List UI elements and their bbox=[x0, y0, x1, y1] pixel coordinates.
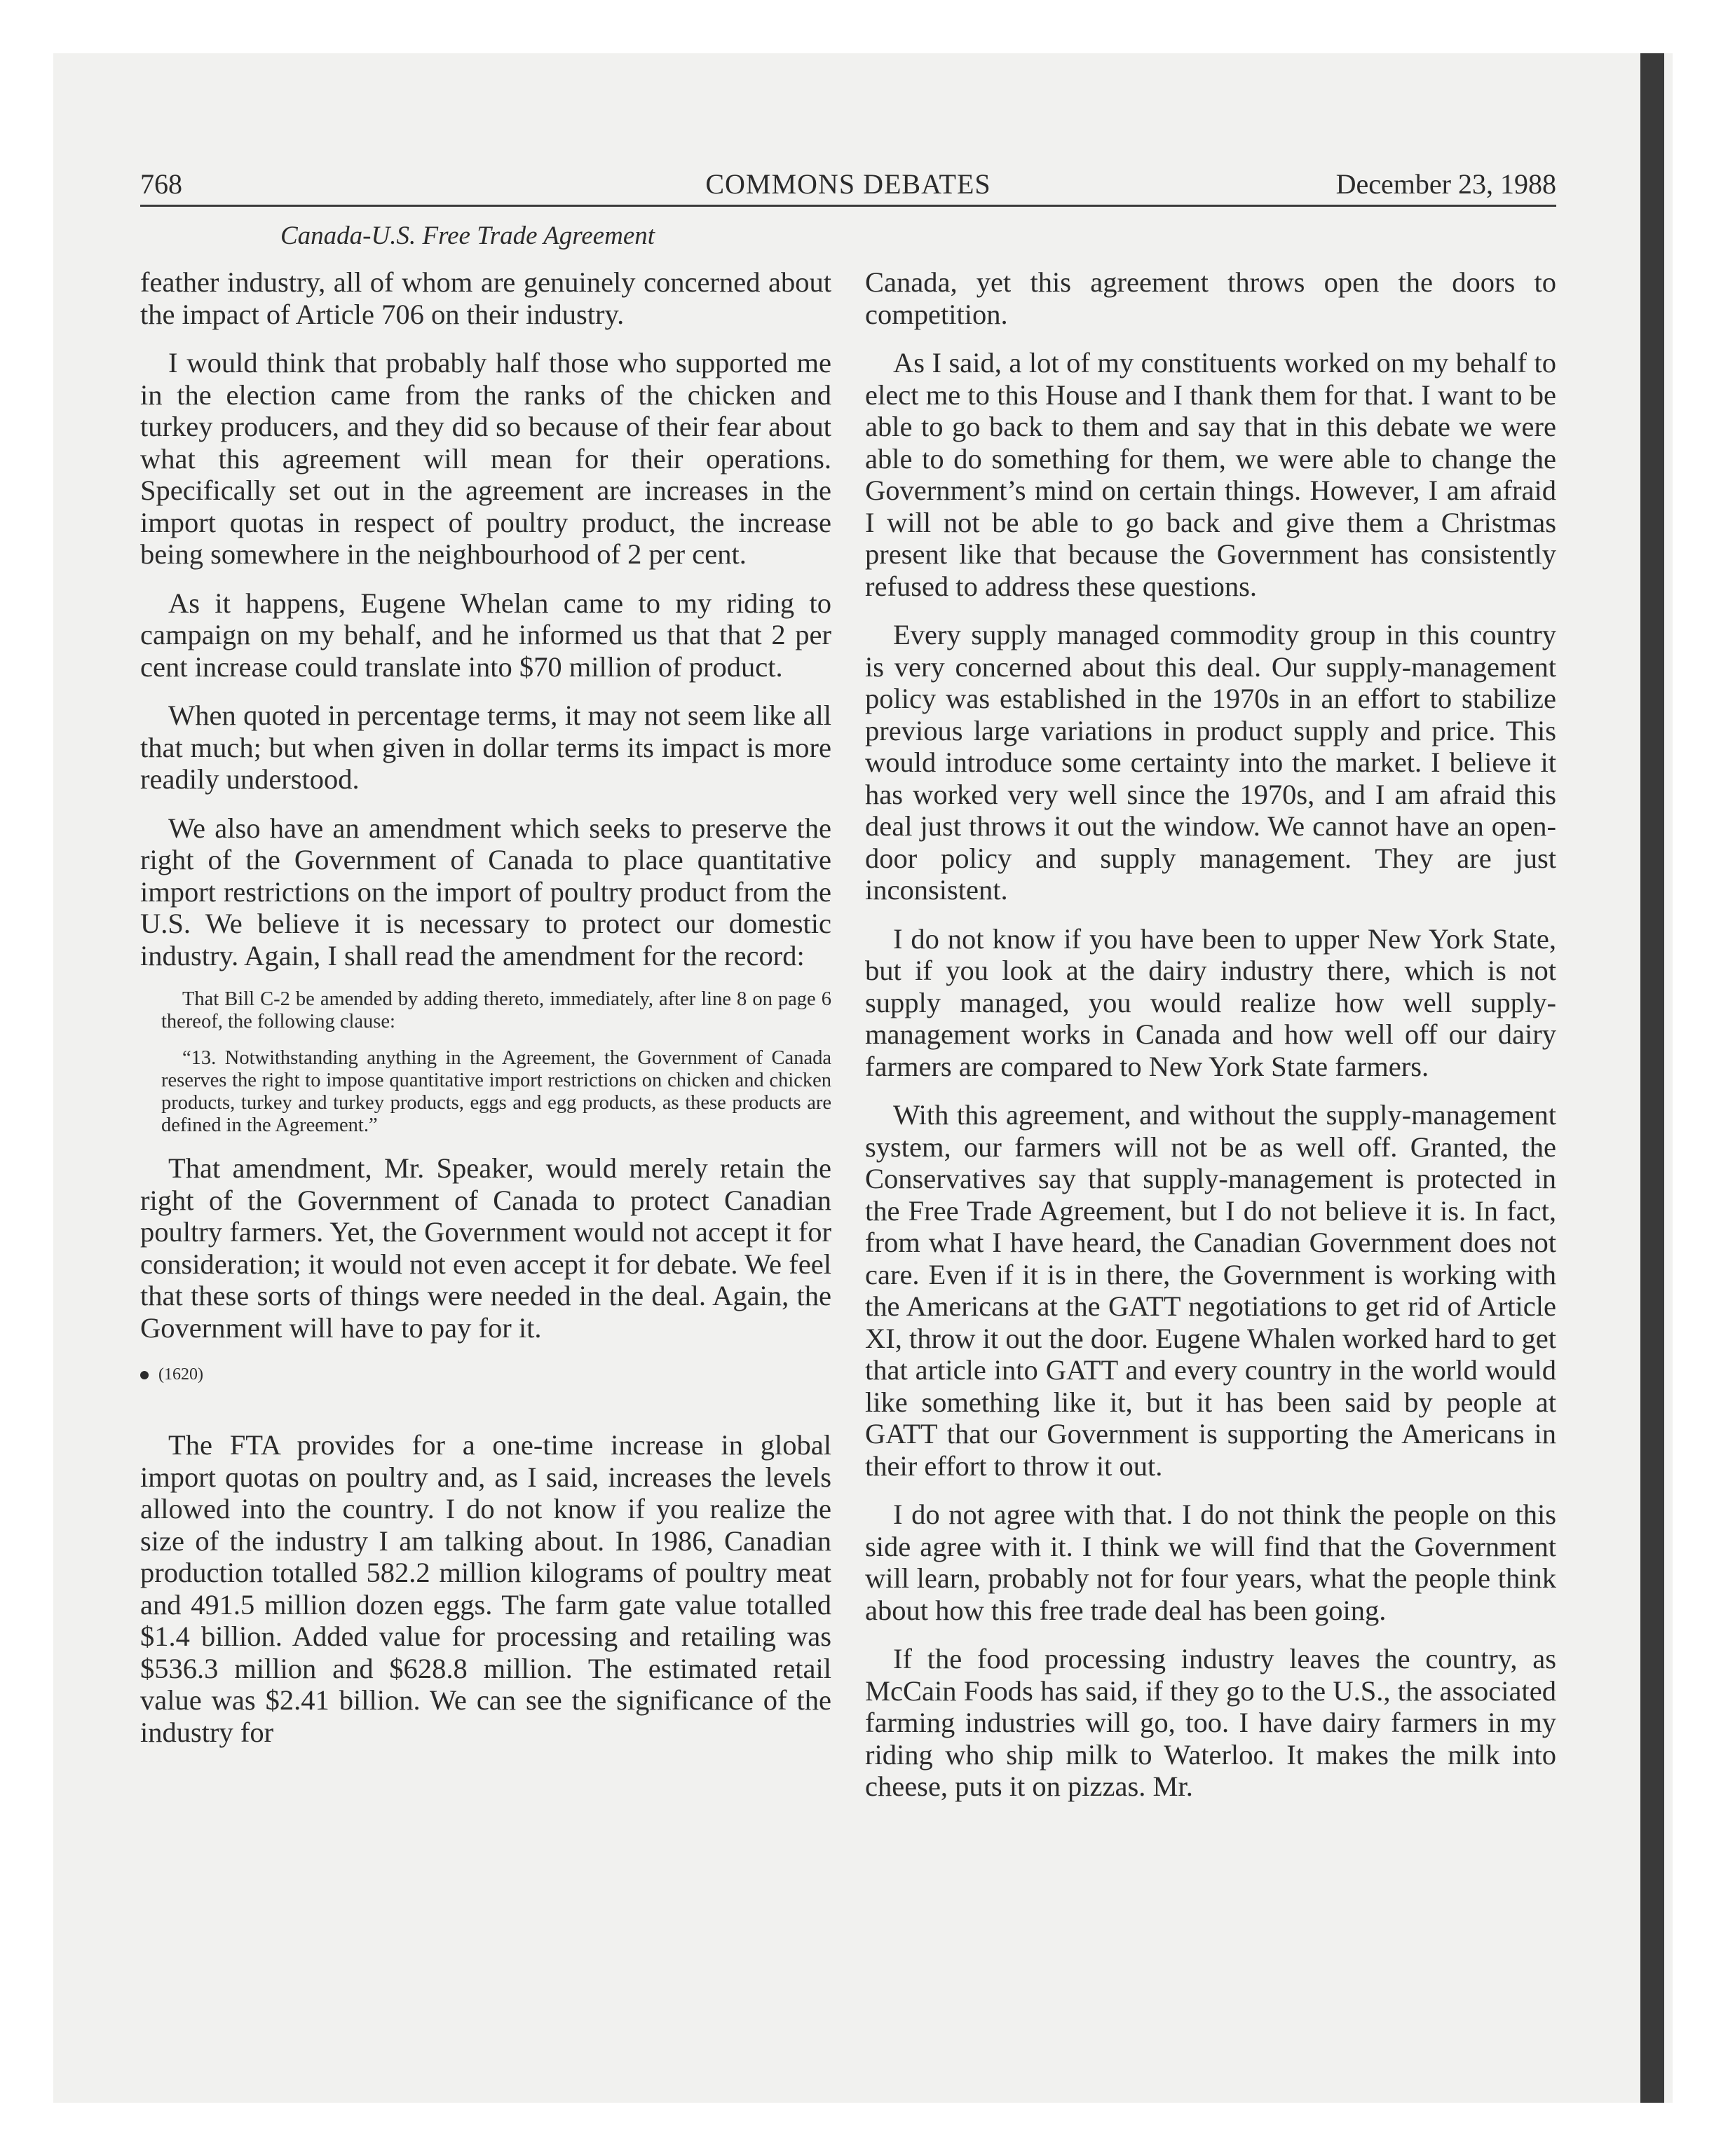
running-title: Canada-U.S. Free Trade Agreement bbox=[280, 221, 655, 250]
paragraph: feather industry, all of whom are genuinely concerned about the impact of Article 706 on their industry. bbox=[140, 266, 831, 330]
amendment-quote: That Bill C-2 be amended by adding thereto, immediately, after line 8 on page 6 thereof, the following clause: bbox=[161, 988, 831, 1032]
bullet-icon bbox=[140, 1371, 149, 1379]
page-header bbox=[140, 165, 1556, 203]
paragraph: Canada, yet this agreement throws open the doors to competition. bbox=[865, 266, 1556, 330]
header-rule bbox=[140, 205, 1556, 207]
paragraph: As it happens, Eugene Whelan came to my riding to campaign on my behalf, and he informed us that that 2 per cent increase could translate into $70 million of product. bbox=[140, 587, 831, 683]
paragraph: We also have an amendment which seeks to preserve the right of the Government of Canada to place quantitative import restrictions on the import of poultry product from the U.S. We believe it is necessary to protect our domestic industry. Again, I shall read the amendment for the record: bbox=[140, 812, 831, 971]
paragraph: The FTA provides for a one-time increase in global import quotas on poultry and, as I said, increases the levels allowed into the country. I do not know if you realize the size of the industry I am talking about. In 1986, Canadian production totalled 582.2 million kilograms of poultry meat and 491.5 million dozen eggs. The farm gate value totalled $1.4 billion. Added value for processing and retailing was $536.3 million and $628.8 million. The estimated retail value was $2.41 billion. We can see the significance of the industry for bbox=[140, 1429, 831, 1748]
time-marker bbox=[140, 1360, 831, 1389]
paragraph: Every supply managed commodity group in this country is very concerned about this deal. Our supply-management policy was established in the 1970s in an effort to stabilize previous large variations in product supply and price. This would introduce some certainty into the market. I believe it has worked very well since the 1970s, and I am afraid this deal just throws it out the window. We cannot have an open-door policy and supply management. They are just inconsistent. bbox=[865, 619, 1556, 906]
right-column bbox=[865, 266, 1556, 1820]
page-date: December 23, 1988 bbox=[1335, 168, 1556, 200]
scan-edge-shadow bbox=[1640, 53, 1664, 2103]
paragraph: As I said, a lot of my constituents worked on my behalf to elect me to this House and I thank them for that. I want to be able to go back to them and say that in this debate we were able to do something for them, we were able to change the Government’s mind on certain things. However, I am afraid I will not be able to go back and give them a Christmas present like that because the Government has consistently refused to address these questions. bbox=[865, 347, 1556, 602]
paragraph: I do not agree with that. I do not think the people on this side agree with it. I think we will find that the Government will learn, probably not for four years, what the people think about how this free trade deal has been going. bbox=[865, 1499, 1556, 1626]
paragraph: When quoted in percentage terms, it may not seem like all that much; but when given in dollar terms its impact is more readily understood. bbox=[140, 700, 831, 795]
paragraph: I would think that probably half those who supported me in the election came from the ranks of the chicken and turkey producers, and they did so because of their fear about what this agreement will mean for their operations. Specifically set out in the agreement are increases in the import quotas in respect of poultry product, the increase being somewhere in the neighbourhood of 2 per cent. bbox=[140, 347, 831, 570]
page-number: 768 bbox=[140, 168, 182, 200]
left-column bbox=[140, 266, 831, 1765]
time-marker-label: (1620) bbox=[158, 1365, 203, 1384]
paragraph: If the food processing industry leaves the country, as McCain Foods has said, if they go to the U.S., the associated farming industries will go, too. I have dairy farmers in my riding who ship milk to Waterloo. It makes the milk into cheese, puts it on pizzas. Mr. bbox=[865, 1643, 1556, 1802]
amendment-clause-quote: “13. Notwithstanding anything in the Agreement, the Government of Canada reserves the right to impose quantitative import restrictions on chicken and chicken products, turkey and turkey products, eggs and egg products, as these products are defined in the Agreement.” bbox=[161, 1047, 831, 1136]
paragraph: I do not know if you have been to upper New York State, but if you look at the dairy industry there, which is not supply managed, you would realize how well supply-management works in Canada and how well off our dairy farmers are compared to New York State farmers. bbox=[865, 922, 1556, 1082]
paragraph: With this agreement, and without the supply-management system, our farmers will not be as well off. Granted, the Conservatives say that supply-management is protected in the Free Trade Agreement, but I do not believe it is. In fact, from what I have heard, the Canadian Government does not care. Even if it is in there, the Government is working with the Americans at the GATT negotiations to get rid of Article XI, throw it out the door. Eugene Whalen worked hard to get that article into GATT and every country in the world would like something like it, but it has been said by people at GATT that our Government is supporting the Americans in their effort to throw it out. bbox=[865, 1099, 1556, 1482]
publication-title: COMMONS DEBATES bbox=[705, 168, 991, 200]
paragraph: That amendment, Mr. Speaker, would merely retain the right of the Government of Canada to protect Canadian poultry farmers. Yet, the Government would not accept it for consideration; it would not even accept it for debate. We feel that these sorts of things were needed in the deal. Again, the Government will have to pay for it. bbox=[140, 1152, 831, 1344]
